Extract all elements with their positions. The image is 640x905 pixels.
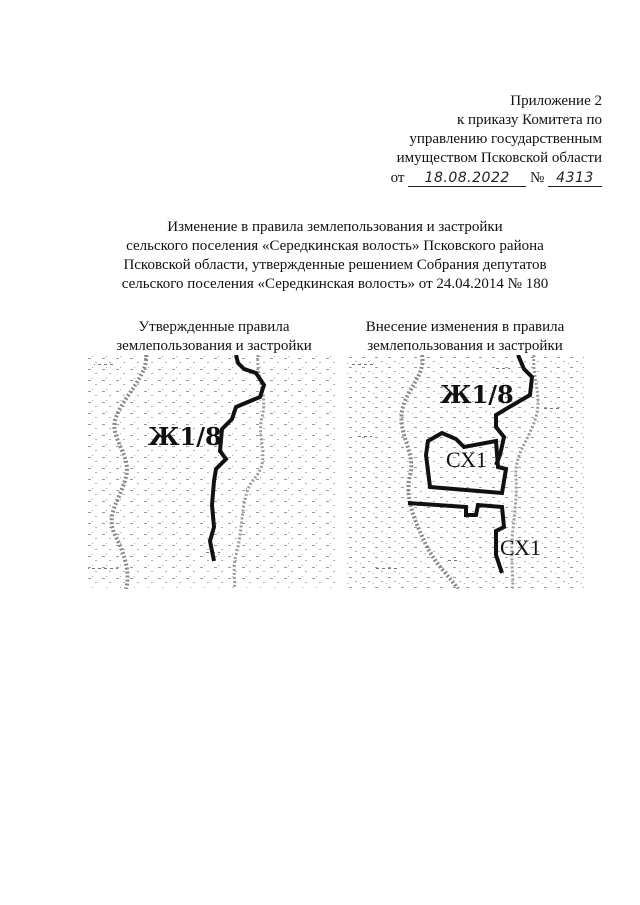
title-line-3: Псковской области, утвержденные решением Собрания депутатов [123, 257, 547, 273]
order-date-number-line [342, 169, 602, 188]
order-number-handwritten: 4313 [548, 170, 602, 187]
title-line-1: Изменение в правила землепользования и застройки [167, 219, 503, 235]
title-line-4: сельского поселения «Середкинская волость» от 24.04.2014 № 180 [121, 276, 549, 292]
appendix-region: имуществом Псковской области [396, 150, 602, 166]
appendix-committee: управлению государственным [409, 131, 602, 147]
appendix-header [342, 92, 602, 188]
number-prefix: № [529, 170, 545, 186]
appendix-number: Приложение 2 [510, 93, 602, 109]
document-title [100, 218, 570, 294]
left-map-caption [96, 318, 332, 356]
left-zoning-map [86, 355, 338, 589]
left-caption-line-1: Утвержденные правила [138, 319, 290, 335]
left-caption-line-2: землепользования и застройки [116, 338, 312, 354]
right-zone-label-zh1-8: Ж1/8 [440, 380, 514, 409]
title-line-2: сельского поселения «Середкинская волость» Псковского района [126, 238, 544, 254]
date-prefix: от [390, 170, 405, 186]
right-map-svg [346, 355, 584, 589]
left-zone-label-zh1-8: Ж1/8 [148, 422, 222, 451]
left-map-svg [86, 355, 338, 589]
right-caption-line-1: Внесение изменения в правила [365, 319, 565, 335]
right-caption-line-2: землепользования и застройки [367, 338, 563, 354]
right-map-caption [348, 318, 582, 356]
right-zone-label-sx1-bottom: СХ1 [500, 535, 541, 560]
order-date-handwritten: 18.08.2022 [408, 170, 526, 187]
right-zone-label-sx1-mid: СХ1 [446, 447, 487, 472]
right-zoning-map [346, 355, 584, 589]
appendix-order-ref: к приказу Комитета по [456, 112, 602, 128]
